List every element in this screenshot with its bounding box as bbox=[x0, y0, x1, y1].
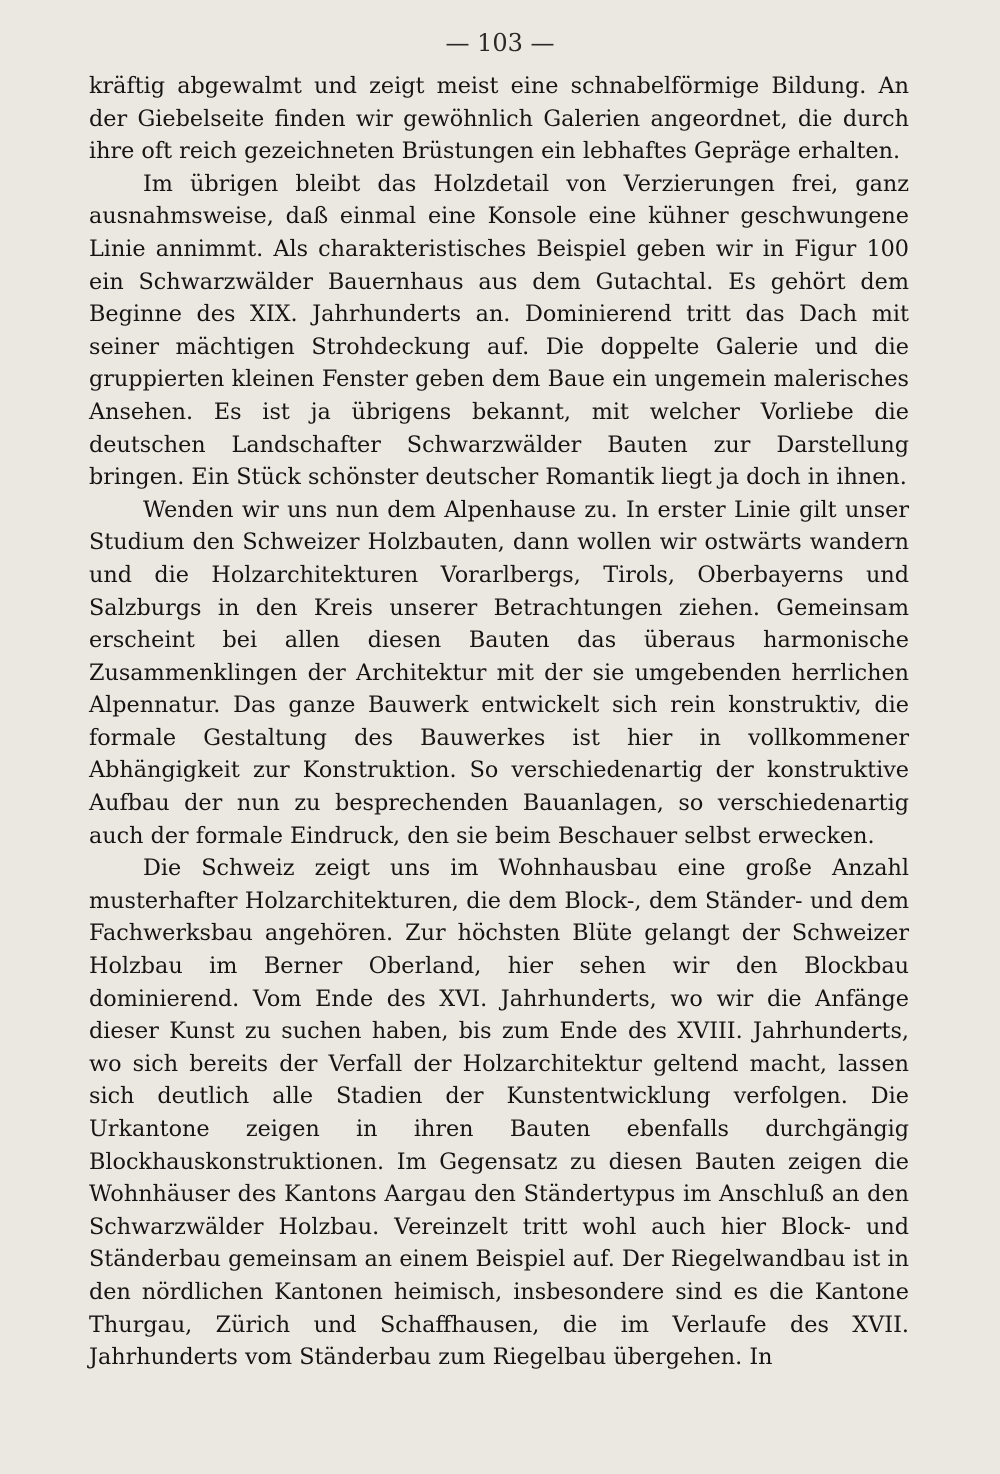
paragraph: kräftig abgewalmt und zeigt meist eine schnabelförmige Bildung. An der Giebelseite finden wir gewöhnlich Galerien angeordnet, die durch ihre oft reich gezeichneten Brüstungen ein lebhaftes Gepräge erhalten. bbox=[89, 73, 909, 165]
paragraph: Die Schweiz zeigt uns im Wohnhausbau eine große Anzahl musterhafter Holzarchitekturen, die dem Block-, dem Ständer- und dem Fachwerksbau angehören. Zur höchsten Blüte gelangt der Schweizer Holzbau im Berner Oberland, hier sehen wir den Blockbau dominierend. Vom Ende des XVI. Jahrhunderts, wo wir die Anfänge dieser Kunst zu suchen haben, bis zum Ende des XVIII. Jahrhunderts, wo sich bereits der Verfall der Holzarchitektur geltend macht, lassen sich deutlich alle Stadien der Kunstentwicklung verfolgen. Die Urkantone zeigen in ihren Bauten ebenfalls durchgängig Blockhauskonstruktionen. Im Gegensatz zu diesen Bauten zeigen die Wohnhäuser des Kantons Aargau den Ständertypus im Anschluß an den Schwarzwälder Holzbau. Vereinzelt tritt wohl auch hier Block- und Ständerbau gemeinsam an einem Beispiel auf. Der Riegelwandbau ist in den nördlichen Kantonen heimisch, insbesondere sind es die Kantone Thurgau, Zürich und Schaffhausen, die im Verlaufe des XVII. Jahrhunderts vom Ständerbau zum Riegelbau übergehen. In bbox=[89, 855, 909, 1371]
page-number: — 103 — bbox=[445, 29, 555, 57]
body-text bbox=[89, 70, 909, 1374]
paragraph: Im übrigen bleibt das Holzdetail von Verzierungen frei, ganz ausnahmsweise, daß einmal eine Konsole eine kühner geschwungene Linie annimmt. Als charakteristisches Beispiel geben wir in Figur 100 ein Schwarzwälder Bauernhaus aus dem Gutachtal. Es gehört dem Beginne des XIX. Jahrhunderts an. Dominierend tritt das Dach mit seiner mächtigen Strohdeckung auf. Die doppelte Galerie und die gruppierten kleinen Fenster geben dem Baue ein ungemein malerisches Ansehen. Es ist ja übrigens bekannt, mit welcher Vorliebe die deutschen Landschafter Schwarzwälder Bauten zur Darstellung bringen. Ein Stück schönster deutscher Romantik liegt ja doch in ihnen. bbox=[89, 170, 909, 491]
paragraph: Wenden wir uns nun dem Alpenhause zu. In erster Linie gilt unser Studium den Schweizer Holzbauten, dann wollen wir ostwärts wandern und die Holzarchitekturen Vorarlbergs, Tirols, Oberbayerns und Salzburgs in den Kreis unserer Betrachtungen ziehen. Gemeinsam erscheint bei allen diesen Bauten das überaus harmonische Zusammenklingen der Architektur mit der sie umgebenden herrlichen Alpennatur. Das ganze Bauwerk entwickelt sich rein konstruktiv, die formale Gestaltung des Bauwerkes ist hier in vollkommener Abhängigkeit zur Konstruktion. So verschiedenartig der konstruktive Aufbau der nun zu besprechenden Bauanlagen, so verschiedenartig auch der formale Eindruck, den sie beim Beschauer selbst erwecken. bbox=[89, 496, 909, 849]
